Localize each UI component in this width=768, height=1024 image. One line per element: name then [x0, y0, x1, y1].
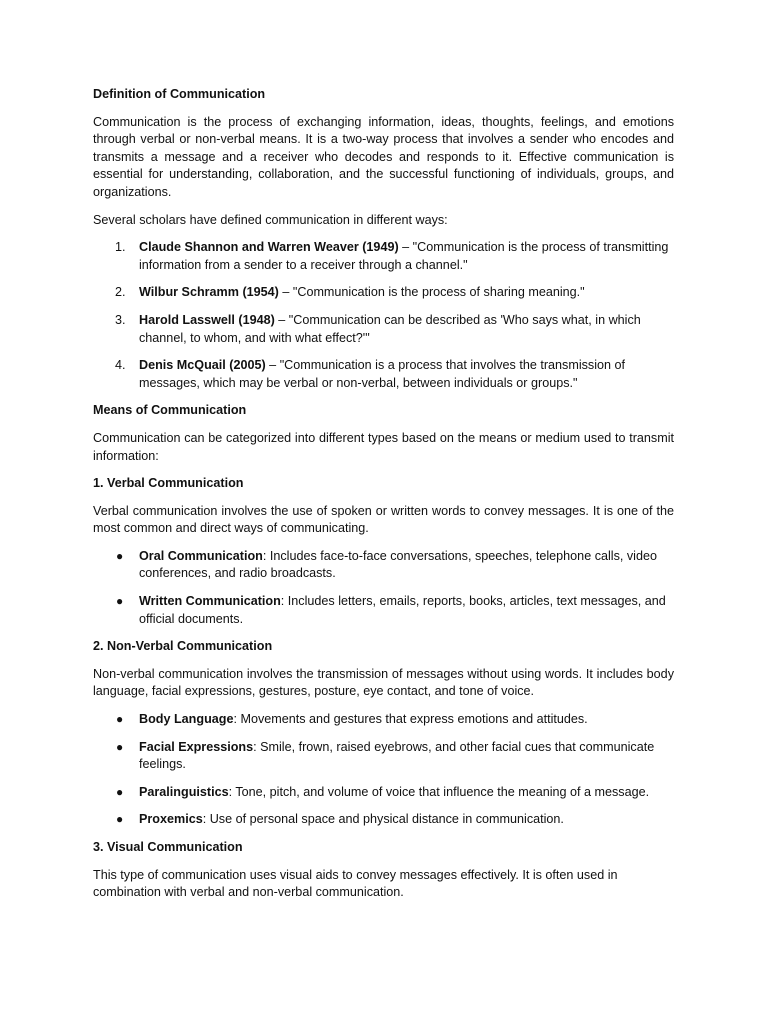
visual-heading: 3. Visual Communication	[93, 840, 243, 854]
definition-item	[93, 357, 674, 392]
list-item	[93, 811, 674, 829]
item-term: Written Communication	[139, 594, 281, 609]
definition-text: – "Communication is the process of transmitting information from a sender to a receiver through a channel."	[139, 240, 669, 272]
definition-text: – "Communication is a process that involves the transmission of messages, which may be verbal or non-verbal, between individuals or groups."	[139, 358, 626, 390]
list-number: 1.	[115, 240, 126, 255]
visual-paragraph: This type of communication uses visual aids to convey messages effectively. It is often used in combination with verbal and non-verbal communication.	[93, 867, 618, 900]
definition-item	[93, 284, 674, 302]
item-text: : Smile, frown, raised eyebrows, and other facial cues that communicate feelings.	[139, 739, 655, 772]
bullet-icon: ●	[116, 739, 124, 754]
definition-item	[93, 239, 674, 274]
nonverbal-list	[93, 711, 674, 829]
item-text: : Tone, pitch, and volume of voice that influence the meaning of a message.	[228, 784, 650, 799]
definition-heading: Definition of Communication	[93, 87, 266, 101]
bullet-icon: ●	[116, 712, 124, 727]
list-item	[93, 739, 674, 774]
scholar-name: Harold Lasswell (1948)	[139, 312, 275, 327]
item-text: : Use of personal space and physical distance in communication.	[202, 812, 564, 827]
document-body	[93, 86, 674, 912]
bullet-icon: ●	[116, 812, 124, 827]
verbal-heading: 1. Verbal Communication	[93, 476, 244, 491]
item-text: : Includes face-to-face conversations, speeches, telephone calls, video conferences, and radio broadcasts.	[139, 548, 657, 581]
list-item	[93, 711, 674, 729]
bullet-icon: ●	[116, 594, 124, 609]
verbal-list	[93, 548, 674, 628]
item-text: : Movements and gestures that express emotions and attitudes.	[233, 712, 588, 727]
item-term: Facial Expressions	[139, 739, 254, 754]
means-paragraph: Communication can be categorized into different types based on the means or medium used to transmit information:	[93, 430, 674, 463]
list-number: 2.	[115, 285, 126, 300]
definitions-list	[93, 239, 674, 392]
definition-item	[93, 312, 674, 347]
scholar-name: Wilbur Schramm (1954)	[139, 285, 279, 300]
scholars-intro: Several scholars have defined communication in different ways:	[93, 212, 448, 227]
list-number: 4.	[115, 358, 126, 373]
item-text: : Includes letters, emails, reports, books, articles, text messages, and official documents.	[139, 594, 666, 626]
definition-text: – "Communication is the process of sharing meaning."	[278, 285, 585, 300]
scholar-name: Claude Shannon and Warren Weaver (1949)	[139, 240, 399, 255]
item-term: Body Language	[139, 712, 234, 727]
verbal-paragraph: Verbal communication involves the use of spoken or written words to convey messages. It is one of the most common and direct ways of communicating.	[93, 503, 674, 536]
nonverbal-heading: 2. Non-Verbal Communication	[93, 639, 273, 654]
bullet-icon: ●	[116, 784, 124, 799]
item-term: Proxemics	[139, 812, 203, 827]
item-term: Paralinguistics	[139, 784, 229, 799]
scholar-name: Denis McQuail (2005)	[139, 358, 266, 373]
definition-text: – "Communication can be described as 'Who says what, in which channel, to whom, and with what effect?'"	[139, 312, 641, 345]
bullet-icon: ●	[116, 548, 124, 563]
list-item	[93, 593, 674, 628]
list-item	[93, 784, 674, 802]
definition-paragraph: Communication is the process of exchanging information, ideas, thoughts, feelings, and emotions through verbal or non-verbal means. It is a two-way process that involves a sender who encodes and transmits a message and a receiver who decodes and responds to it. Effective communication is essential for understanding, collaboration, and the successful functioning of individuals, groups, and organizations.	[93, 114, 674, 199]
item-term: Oral Communication	[139, 548, 263, 563]
list-item	[93, 548, 674, 583]
list-number: 3.	[115, 312, 126, 327]
nonverbal-paragraph: Non-verbal communication involves the transmission of messages without using words. It includes body language, facial expressions, gestures, posture, eye contact, and tone of voice.	[93, 666, 674, 699]
means-heading: Means of Communication	[93, 403, 247, 418]
